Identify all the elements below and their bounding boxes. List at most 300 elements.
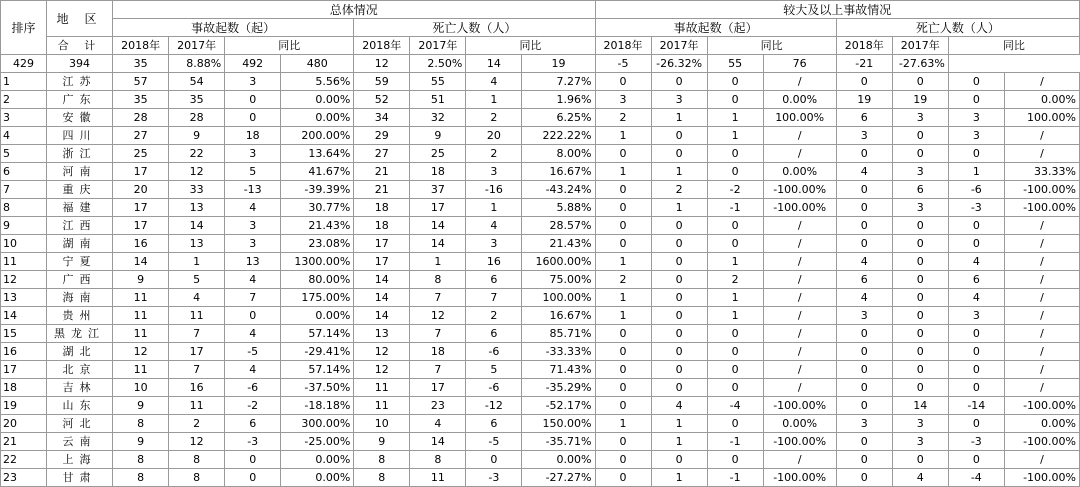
value-cell: 0 — [948, 415, 1004, 433]
value-cell: 8 — [410, 271, 466, 289]
value-cell: 0.00% — [281, 451, 354, 469]
value-cell: 3 — [466, 235, 522, 253]
value-cell: 16 — [113, 235, 169, 253]
value-cell: 1 — [948, 163, 1004, 181]
value-cell: 0 — [707, 451, 763, 469]
value-cell: 17 — [410, 379, 466, 397]
value-cell: 12 — [410, 307, 466, 325]
value-cell: 18 — [410, 343, 466, 361]
rank-cell: 6 — [1, 163, 47, 181]
value-cell: 0 — [892, 307, 948, 325]
value-cell: 0.00% — [763, 91, 836, 109]
value-cell: 0 — [595, 199, 651, 217]
rank-cell: 13 — [1, 289, 47, 307]
value-cell: 5 — [225, 163, 281, 181]
table-row — [1, 235, 1080, 253]
value-cell: 0 — [595, 361, 651, 379]
value-cell: 2 — [595, 109, 651, 127]
value-cell: -4 — [707, 397, 763, 415]
value-cell: 0 — [892, 289, 948, 307]
value-cell: -2 — [707, 181, 763, 199]
value-cell: 1 — [466, 199, 522, 217]
value-cell: -43.24% — [522, 181, 595, 199]
value-cell: 1 — [410, 253, 466, 271]
value-cell: 3 — [836, 307, 892, 325]
value-cell: -12 — [466, 397, 522, 415]
value-cell: 0 — [595, 181, 651, 199]
value-cell: 1 — [651, 109, 707, 127]
header-year-2018: 2018年 — [836, 37, 892, 55]
value-cell: 0 — [651, 361, 707, 379]
value-cell: 3 — [948, 307, 1004, 325]
value-cell: 100.00% — [522, 289, 595, 307]
table-row — [1, 289, 1080, 307]
value-cell: 1300.00% — [281, 253, 354, 271]
value-cell: 7 — [169, 325, 225, 343]
value-cell: 3 — [225, 235, 281, 253]
value-cell: / — [1004, 361, 1079, 379]
value-cell: -100.00% — [763, 397, 836, 415]
region-cell: 宁夏 — [47, 253, 113, 271]
region-cell: 河北 — [47, 415, 113, 433]
value-cell: 5.88% — [522, 199, 595, 217]
table-row — [1, 217, 1080, 235]
value-cell: 0 — [836, 145, 892, 163]
value-cell: 1 — [169, 253, 225, 271]
value-cell: 12 — [169, 163, 225, 181]
value-cell: 0.00% — [281, 109, 354, 127]
value-cell: 35 — [113, 91, 169, 109]
value-cell: / — [763, 127, 836, 145]
value-cell: 13 — [169, 235, 225, 253]
value-cell: 57.14% — [281, 361, 354, 379]
value-cell: 3 — [595, 91, 651, 109]
value-cell: -6 — [948, 181, 1004, 199]
value-cell: 51 — [410, 91, 466, 109]
value-cell: / — [1004, 307, 1079, 325]
table-row — [1, 91, 1080, 109]
value-cell: 0 — [707, 235, 763, 253]
value-cell: 17 — [354, 235, 410, 253]
value-cell: 0 — [948, 325, 1004, 343]
value-cell: 0 — [595, 451, 651, 469]
total-cell: -26.32% — [651, 55, 707, 73]
value-cell: 2 — [466, 307, 522, 325]
value-cell: 0.00% — [522, 451, 595, 469]
value-cell: 0 — [836, 433, 892, 451]
value-cell: 0 — [707, 217, 763, 235]
header-major: 较大及以上事故情况 — [595, 1, 1080, 19]
value-cell: 0 — [651, 307, 707, 325]
value-cell: 17 — [354, 253, 410, 271]
value-cell: 1 — [707, 307, 763, 325]
value-cell: 0 — [707, 415, 763, 433]
value-cell: / — [1004, 343, 1079, 361]
value-cell: 0 — [707, 361, 763, 379]
value-cell: 0.00% — [763, 163, 836, 181]
value-cell: 0 — [892, 379, 948, 397]
value-cell: 9 — [410, 127, 466, 145]
value-cell: 0 — [595, 235, 651, 253]
value-cell: -100.00% — [1004, 469, 1079, 487]
value-cell: 6 — [466, 415, 522, 433]
value-cell: 28 — [169, 109, 225, 127]
value-cell: 1 — [595, 289, 651, 307]
table-row — [1, 433, 1080, 451]
value-cell: 18 — [354, 217, 410, 235]
value-cell: 0 — [466, 451, 522, 469]
value-cell: 0 — [892, 325, 948, 343]
value-cell: 19 — [892, 91, 948, 109]
value-cell: 0 — [651, 127, 707, 145]
table-row — [1, 379, 1080, 397]
value-cell: 12 — [169, 433, 225, 451]
rank-cell: 20 — [1, 415, 47, 433]
value-cell: 14 — [354, 307, 410, 325]
value-cell: 14 — [354, 271, 410, 289]
table-row — [1, 145, 1080, 163]
value-cell: 18 — [225, 127, 281, 145]
value-cell: 2 — [707, 271, 763, 289]
value-cell: 13 — [225, 253, 281, 271]
value-cell: 5 — [466, 361, 522, 379]
value-cell: / — [763, 145, 836, 163]
header-major-deaths: 死亡人数（人） — [836, 19, 1079, 37]
value-cell: 1 — [707, 109, 763, 127]
table-row — [1, 271, 1080, 289]
value-cell: -37.50% — [281, 379, 354, 397]
value-cell: -33.33% — [522, 343, 595, 361]
header-yoy: 同比 — [948, 37, 1079, 55]
table-row — [1, 181, 1080, 199]
value-cell: 3 — [892, 109, 948, 127]
table-row — [1, 451, 1080, 469]
value-cell: 8 — [169, 451, 225, 469]
header-year-2018: 2018年 — [113, 37, 169, 55]
rank-cell: 16 — [1, 343, 47, 361]
value-cell: 0 — [836, 181, 892, 199]
table-row — [1, 343, 1080, 361]
table-row — [1, 397, 1080, 415]
value-cell: 6 — [948, 271, 1004, 289]
value-cell: 0 — [836, 379, 892, 397]
value-cell: 0 — [225, 451, 281, 469]
value-cell: 57.14% — [281, 325, 354, 343]
value-cell: / — [763, 343, 836, 361]
table-row — [1, 325, 1080, 343]
value-cell: 27 — [113, 127, 169, 145]
value-cell: 23 — [410, 397, 466, 415]
table-row — [1, 163, 1080, 181]
header-yoy: 同比 — [707, 37, 836, 55]
value-cell: 8 — [169, 469, 225, 487]
value-cell: 54 — [169, 73, 225, 91]
value-cell: 1 — [651, 469, 707, 487]
value-cell: 9 — [169, 127, 225, 145]
value-cell: 0.00% — [281, 307, 354, 325]
value-cell: -1 — [707, 199, 763, 217]
value-cell: 18 — [354, 199, 410, 217]
rank-cell: 19 — [1, 397, 47, 415]
rank-cell: 11 — [1, 253, 47, 271]
value-cell: 0 — [836, 451, 892, 469]
value-cell: / — [1004, 325, 1079, 343]
value-cell: 20 — [113, 181, 169, 199]
value-cell: 1 — [707, 253, 763, 271]
value-cell: 0 — [836, 73, 892, 91]
value-cell: 11 — [169, 307, 225, 325]
value-cell: 11 — [410, 469, 466, 487]
value-cell: 0 — [836, 217, 892, 235]
value-cell: 41.67% — [281, 163, 354, 181]
value-cell: 6 — [892, 181, 948, 199]
value-cell: 3 — [948, 127, 1004, 145]
value-cell: 0 — [595, 397, 651, 415]
value-cell: 0 — [892, 271, 948, 289]
value-cell: -100.00% — [763, 469, 836, 487]
value-cell: / — [1004, 217, 1079, 235]
rank-cell: 23 — [1, 469, 47, 487]
value-cell: 17 — [113, 199, 169, 217]
value-cell: 0 — [651, 145, 707, 163]
value-cell: 0.00% — [1004, 91, 1079, 109]
region-cell: 江西 — [47, 217, 113, 235]
value-cell: 7 — [466, 289, 522, 307]
rank-cell: 8 — [1, 199, 47, 217]
value-cell: 4 — [466, 73, 522, 91]
value-cell: -4 — [948, 469, 1004, 487]
value-cell: -5 — [466, 433, 522, 451]
value-cell: -14 — [948, 397, 1004, 415]
table-row — [1, 469, 1080, 487]
value-cell: -3 — [225, 433, 281, 451]
value-cell: 0 — [836, 361, 892, 379]
value-cell: -27.27% — [522, 469, 595, 487]
value-cell: 200.00% — [281, 127, 354, 145]
value-cell: 0 — [948, 217, 1004, 235]
value-cell: 17 — [113, 217, 169, 235]
region-cell: 安徽 — [47, 109, 113, 127]
value-cell: 21.43% — [522, 235, 595, 253]
value-cell: 0 — [836, 397, 892, 415]
rank-cell: 15 — [1, 325, 47, 343]
table-row — [1, 253, 1080, 271]
value-cell: 4 — [948, 289, 1004, 307]
value-cell: -1 — [707, 433, 763, 451]
value-cell: -100.00% — [1004, 181, 1079, 199]
value-cell: 3 — [948, 109, 1004, 127]
value-cell: 34 — [354, 109, 410, 127]
value-cell: -3 — [948, 433, 1004, 451]
value-cell: 14 — [410, 217, 466, 235]
value-cell: 8 — [354, 469, 410, 487]
value-cell: 4 — [651, 397, 707, 415]
value-cell: 0 — [892, 235, 948, 253]
value-cell: -5 — [225, 343, 281, 361]
value-cell: -3 — [466, 469, 522, 487]
value-cell: 3 — [225, 217, 281, 235]
value-cell: 16 — [466, 253, 522, 271]
value-cell: 4 — [225, 199, 281, 217]
value-cell: 0 — [707, 379, 763, 397]
value-cell: 7 — [410, 325, 466, 343]
region-cell: 广东 — [47, 91, 113, 109]
value-cell: 33 — [169, 181, 225, 199]
region-cell: 上海 — [47, 451, 113, 469]
value-cell: 52 — [354, 91, 410, 109]
value-cell: 21.43% — [281, 217, 354, 235]
value-cell: 2 — [651, 181, 707, 199]
value-cell: 12 — [113, 343, 169, 361]
value-cell: 33.33% — [1004, 163, 1079, 181]
value-cell: -6 — [466, 343, 522, 361]
value-cell: 3 — [225, 145, 281, 163]
value-cell: 175.00% — [281, 289, 354, 307]
value-cell: 1 — [651, 163, 707, 181]
value-cell: 6 — [466, 325, 522, 343]
total-label: 合 计 — [47, 37, 113, 55]
value-cell: 150.00% — [522, 415, 595, 433]
value-cell: 3 — [651, 91, 707, 109]
value-cell: 0.00% — [1004, 415, 1079, 433]
header-year-2017: 2017年 — [651, 37, 707, 55]
value-cell: 11 — [113, 307, 169, 325]
value-cell: 0 — [836, 235, 892, 253]
value-cell: 17 — [169, 343, 225, 361]
value-cell: 17 — [410, 199, 466, 217]
region-cell: 云南 — [47, 433, 113, 451]
value-cell: 11 — [354, 379, 410, 397]
value-cell: 9 — [113, 397, 169, 415]
value-cell: / — [1004, 451, 1079, 469]
total-cell: 8.88% — [169, 55, 225, 73]
header-year-2018: 2018年 — [354, 37, 410, 55]
value-cell: 4 — [836, 163, 892, 181]
region-cell: 海南 — [47, 289, 113, 307]
value-cell: 0 — [595, 469, 651, 487]
value-cell: -52.17% — [522, 397, 595, 415]
value-cell: 0 — [651, 217, 707, 235]
value-cell: 4 — [410, 415, 466, 433]
region-cell: 北京 — [47, 361, 113, 379]
value-cell: 300.00% — [281, 415, 354, 433]
value-cell: 1 — [707, 289, 763, 307]
value-cell: / — [1004, 73, 1079, 91]
value-cell: 8 — [113, 469, 169, 487]
value-cell: / — [763, 73, 836, 91]
value-cell: 8 — [410, 451, 466, 469]
value-cell: 12 — [354, 361, 410, 379]
value-cell: 0 — [948, 451, 1004, 469]
value-cell: 0 — [707, 145, 763, 163]
value-cell: 3 — [836, 415, 892, 433]
value-cell: 0 — [651, 235, 707, 253]
value-cell: 6 — [836, 109, 892, 127]
value-cell: 0 — [836, 325, 892, 343]
value-cell: 0 — [948, 73, 1004, 91]
value-cell: 0 — [892, 127, 948, 145]
value-cell: 0 — [651, 325, 707, 343]
total-cell: 76 — [763, 55, 836, 73]
total-cell: 492 — [225, 55, 281, 73]
value-cell: 59 — [354, 73, 410, 91]
value-cell: -16 — [466, 181, 522, 199]
value-cell: 20 — [466, 127, 522, 145]
value-cell: 1 — [595, 127, 651, 145]
total-cell: 12 — [354, 55, 410, 73]
value-cell: 0 — [892, 343, 948, 361]
value-cell: -25.00% — [281, 433, 354, 451]
value-cell: 11 — [113, 289, 169, 307]
value-cell: 14 — [354, 289, 410, 307]
value-cell: -100.00% — [763, 199, 836, 217]
value-cell: 22 — [169, 145, 225, 163]
header-yoy: 同比 — [225, 37, 354, 55]
value-cell: 0 — [595, 145, 651, 163]
value-cell: 1 — [595, 307, 651, 325]
header-year-2017: 2017年 — [410, 37, 466, 55]
value-cell: 13 — [354, 325, 410, 343]
value-cell: 0 — [948, 91, 1004, 109]
value-cell: / — [763, 361, 836, 379]
total-cell: -21 — [836, 55, 892, 73]
value-cell: 0 — [892, 451, 948, 469]
total-cell: 480 — [281, 55, 354, 73]
header-rank: 排序 — [1, 1, 47, 55]
value-cell: 7 — [410, 289, 466, 307]
rank-cell: 9 — [1, 217, 47, 235]
total-cell: 429 — [1, 55, 47, 73]
table-row — [1, 127, 1080, 145]
value-cell: 3 — [225, 73, 281, 91]
value-cell: -6 — [466, 379, 522, 397]
value-cell: 14 — [113, 253, 169, 271]
value-cell: / — [1004, 289, 1079, 307]
value-cell: 30.77% — [281, 199, 354, 217]
value-cell: 0 — [892, 361, 948, 379]
value-cell: 3 — [836, 127, 892, 145]
value-cell: 6 — [225, 415, 281, 433]
value-cell: 80.00% — [281, 271, 354, 289]
value-cell: 222.22% — [522, 127, 595, 145]
value-cell: 14 — [410, 235, 466, 253]
value-cell: 9 — [113, 433, 169, 451]
value-cell: 7 — [225, 289, 281, 307]
header-overall-accidents: 事故起数（起） — [113, 19, 354, 37]
value-cell: / — [763, 289, 836, 307]
value-cell: 3 — [892, 433, 948, 451]
value-cell: 23.08% — [281, 235, 354, 253]
value-cell: 6 — [836, 271, 892, 289]
value-cell: 37 — [410, 181, 466, 199]
value-cell: -6 — [225, 379, 281, 397]
value-cell: 0 — [948, 361, 1004, 379]
value-cell: 0 — [651, 451, 707, 469]
value-cell: 7 — [410, 361, 466, 379]
value-cell: 28 — [113, 109, 169, 127]
value-cell: / — [763, 217, 836, 235]
header-year-2017: 2017年 — [892, 37, 948, 55]
value-cell: -100.00% — [763, 433, 836, 451]
region-cell: 贵州 — [47, 307, 113, 325]
region-cell: 福建 — [47, 199, 113, 217]
value-cell: 1 — [595, 253, 651, 271]
value-cell: -100.00% — [763, 181, 836, 199]
value-cell: 13 — [169, 199, 225, 217]
value-cell: -100.00% — [1004, 397, 1079, 415]
region-cell: 河南 — [47, 163, 113, 181]
value-cell: 0 — [707, 163, 763, 181]
